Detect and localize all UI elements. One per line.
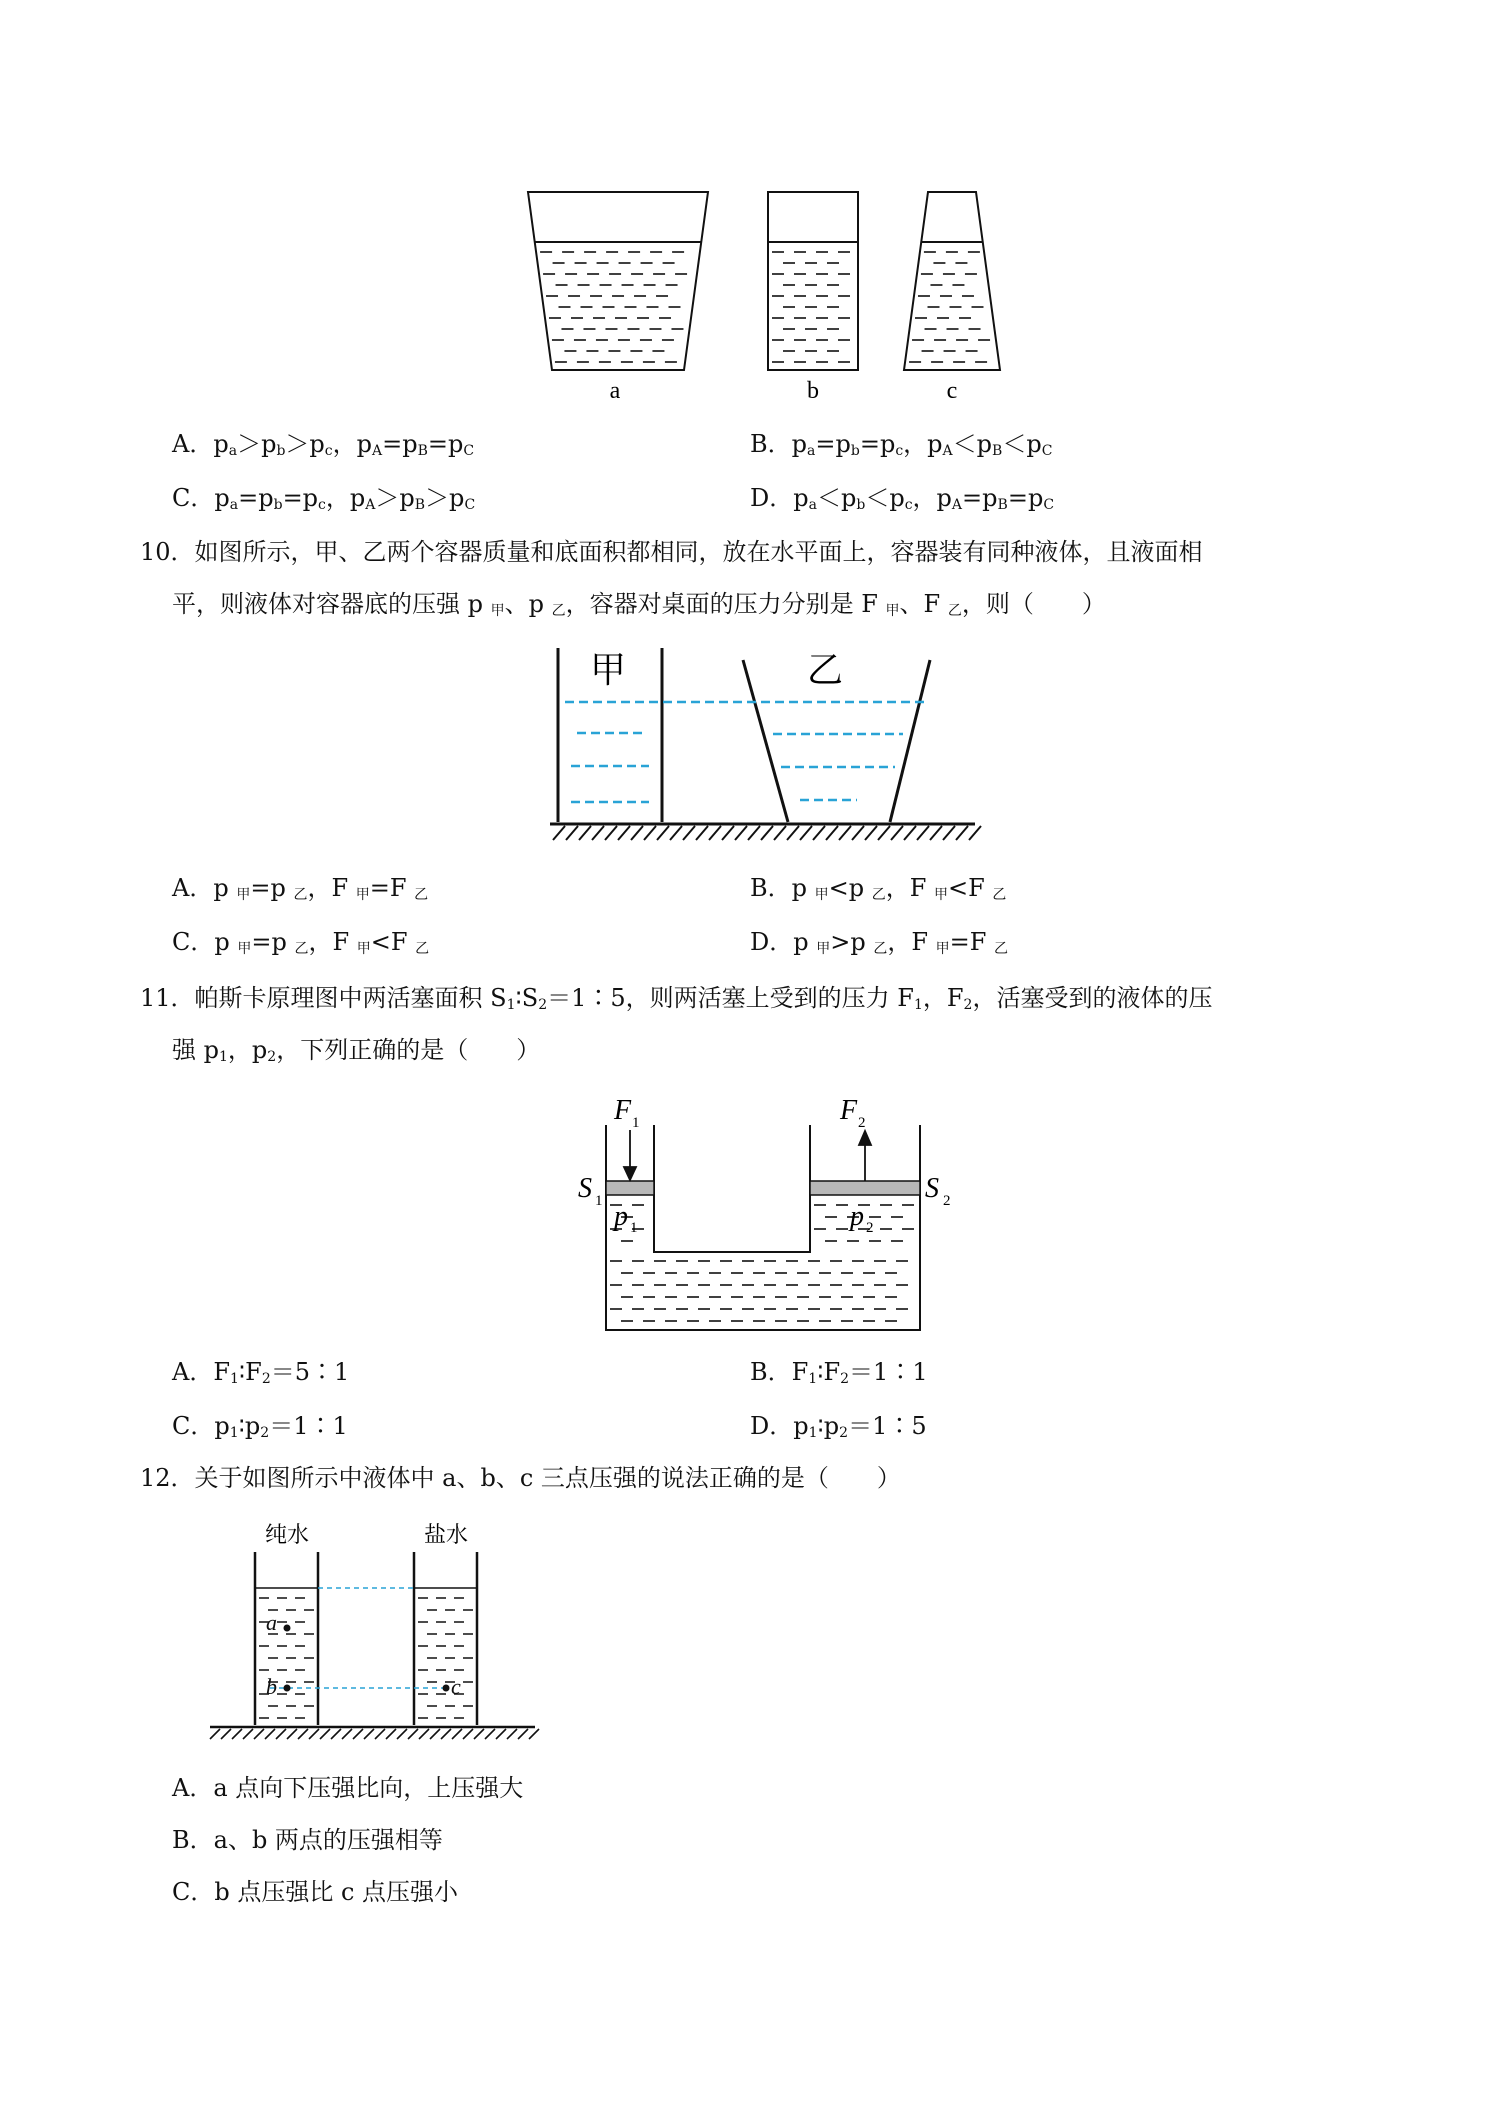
decor-line xyxy=(254,1729,264,1739)
decor-line xyxy=(529,1729,539,1739)
q10-option-c[interactable]: C．p $_甲$=p $_乙$，F $_甲$<F $_乙$ xyxy=(172,928,430,957)
decor-line xyxy=(878,826,890,840)
decor-line xyxy=(397,1729,407,1739)
decor-line xyxy=(320,1729,330,1739)
label-pure-water: 纯水 xyxy=(264,1522,310,1547)
q12-option-c[interactable]: C．b 点压强比 c 点压强小 xyxy=(172,1878,459,1906)
q9-option-b[interactable]: B．$p_a=p_b=p_c$，$p_A<p_B<p_C$ xyxy=(750,430,1053,459)
decor-line xyxy=(592,826,604,840)
decor-line xyxy=(232,1729,242,1739)
decor-line xyxy=(579,826,591,840)
q12-option-a[interactable]: A．a 点向下压强比向，上压强大 xyxy=(172,1774,524,1802)
decor-line xyxy=(800,826,812,840)
q11-option-b[interactable]: B．$F_1∶F_2=1∶1$ xyxy=(750,1358,928,1387)
decor-line xyxy=(496,1729,506,1739)
q10-option-a[interactable]: A．p $_甲$=p $_乙$，F $_甲$=F $_乙$ xyxy=(172,874,429,903)
svg-text:S: S xyxy=(578,1173,592,1204)
decor-line xyxy=(287,1729,297,1739)
decor-line xyxy=(353,1729,363,1739)
svg-text:p: p xyxy=(850,1201,864,1232)
decor-line xyxy=(722,826,734,840)
q9-option-c[interactable]: C．$p_a=p_b=p_c$，$p_A>p_B>p_C$ xyxy=(172,484,476,513)
decor-line xyxy=(761,826,773,840)
decor-line xyxy=(904,826,916,840)
decor-line xyxy=(441,1729,451,1739)
q11-option-a[interactable]: A．$F_1∶F_2=5∶1$ xyxy=(172,1358,350,1387)
piston-1 xyxy=(606,1181,654,1195)
label-c: c xyxy=(946,378,958,404)
decor-line xyxy=(419,1729,429,1739)
decor-line xyxy=(657,826,669,840)
q9-option-d[interactable]: D．$p_a<p_b<p_c$，$p_A=p_B=p_C$ xyxy=(750,484,1055,513)
svg-text:1: 1 xyxy=(632,1115,640,1131)
decor-line xyxy=(276,1729,286,1739)
svg-text:S: S xyxy=(925,1173,939,1204)
q9-option-a[interactable]: A．$p_a>p_b>p_c$，$p_A=p_B=p_C$ xyxy=(172,430,475,459)
decor-line xyxy=(342,1729,352,1739)
decor-line xyxy=(331,1729,341,1739)
q11-option-d[interactable]: D．$p_1∶p_2=1∶5$ xyxy=(750,1412,927,1441)
decor-line xyxy=(309,1729,319,1739)
container-a xyxy=(528,192,708,370)
decor-line xyxy=(956,826,968,840)
label-a: a xyxy=(609,378,621,404)
decor-line xyxy=(826,826,838,840)
decor-line xyxy=(774,826,786,840)
svg-text:2: 2 xyxy=(858,1115,866,1131)
label-yi: 乙 xyxy=(806,650,844,690)
decor-line xyxy=(683,826,695,840)
q10-stem-line2: 平，则液体对容器底的压强 p $_甲$、p $_乙$，容器对桌面的压力分别是 F $_甲$、F $_乙$，则（ ） xyxy=(172,590,1106,619)
svg-text:1: 1 xyxy=(595,1193,603,1209)
figure-q11-pascal xyxy=(570,1085,960,1340)
figure-q10-containers xyxy=(545,640,985,850)
decor-line xyxy=(553,826,565,840)
decor-line xyxy=(696,826,708,840)
container-c xyxy=(904,192,1000,370)
decor-line xyxy=(631,826,643,840)
decor-line xyxy=(507,1729,517,1739)
decor-line xyxy=(969,826,981,840)
svg-text:1: 1 xyxy=(630,1220,638,1236)
q10-option-d[interactable]: D．p $_甲$>p $_乙$，F $_甲$=F $_乙$ xyxy=(750,928,1009,957)
q11-option-c[interactable]: C．$p_1∶p_2=1∶1$ xyxy=(172,1412,348,1441)
decor-line xyxy=(518,1729,528,1739)
decor-line xyxy=(485,1729,495,1739)
decor-line xyxy=(430,1729,440,1739)
point-b-label: b xyxy=(266,1674,277,1699)
decor-line xyxy=(839,826,851,840)
decor-line xyxy=(917,826,929,840)
label-b: b xyxy=(807,378,819,404)
container-b xyxy=(768,192,858,370)
decor-line xyxy=(813,826,825,840)
decor-line xyxy=(298,1729,308,1739)
decor-line xyxy=(943,826,955,840)
decor-line xyxy=(243,1729,253,1739)
decor-line xyxy=(221,1729,231,1739)
decor-line xyxy=(865,826,877,840)
svg-text:2: 2 xyxy=(866,1220,874,1236)
figure-q12-water-saltwater xyxy=(200,1510,540,1740)
svg-text:2: 2 xyxy=(943,1193,951,1209)
piston-2 xyxy=(810,1181,920,1195)
decor-line xyxy=(265,1729,275,1739)
decor-line xyxy=(930,826,942,840)
decor-line xyxy=(474,1729,484,1739)
decor-line xyxy=(748,826,760,840)
label-jia: 甲 xyxy=(589,650,627,690)
svg-text:p: p xyxy=(614,1201,628,1232)
q11-stem-line1: 11．帕斯卡原理图中两活塞面积 $S_1∶S_2=1∶5$，则两活塞上受到的压力 $F_1$，$F_2$，活塞受到的液体的压 xyxy=(140,984,1213,1013)
figure-q9-containers xyxy=(520,180,1010,410)
decor-line xyxy=(452,1729,462,1739)
q11-stem-line2: 强 $p_1$，$p_2$，下列正确的是（ ） xyxy=(172,1036,541,1065)
decor-line xyxy=(644,826,656,840)
decor-line xyxy=(375,1729,385,1739)
svg-text:F: F xyxy=(840,1095,858,1126)
point-c-label: c xyxy=(451,1674,461,1699)
decor-line xyxy=(605,826,617,840)
svg-text:F: F xyxy=(614,1095,632,1126)
decor-line xyxy=(852,826,864,840)
q10-option-b[interactable]: B．p $_甲$<p $_乙$，F $_甲$<F $_乙$ xyxy=(750,874,1007,903)
decor-line xyxy=(618,826,630,840)
decor-line xyxy=(670,826,682,840)
q12-stem: 12．关于如图所示中液体中 a、b、c 三点压强的说法正确的是（ ） xyxy=(140,1464,901,1492)
q10-stem-line1: 10．如图所示，甲、乙两个容器质量和底面积都相同，放在水平面上，容器装有同种液体，且液面相 xyxy=(140,538,1203,566)
label-salt-water: 盐水 xyxy=(423,1522,469,1547)
decor-line xyxy=(709,826,721,840)
decor-line xyxy=(735,826,747,840)
decor-line xyxy=(408,1729,418,1739)
q12-option-b[interactable]: B．a、b 两点的压强相等 xyxy=(172,1826,443,1854)
decor-line xyxy=(364,1729,374,1739)
decor-line xyxy=(787,826,799,840)
point-a-label: a xyxy=(266,1610,277,1635)
decor-line xyxy=(463,1729,473,1739)
decor-line xyxy=(566,826,578,840)
decor-line xyxy=(891,826,903,840)
decor-line xyxy=(386,1729,396,1739)
decor-line xyxy=(210,1729,220,1739)
